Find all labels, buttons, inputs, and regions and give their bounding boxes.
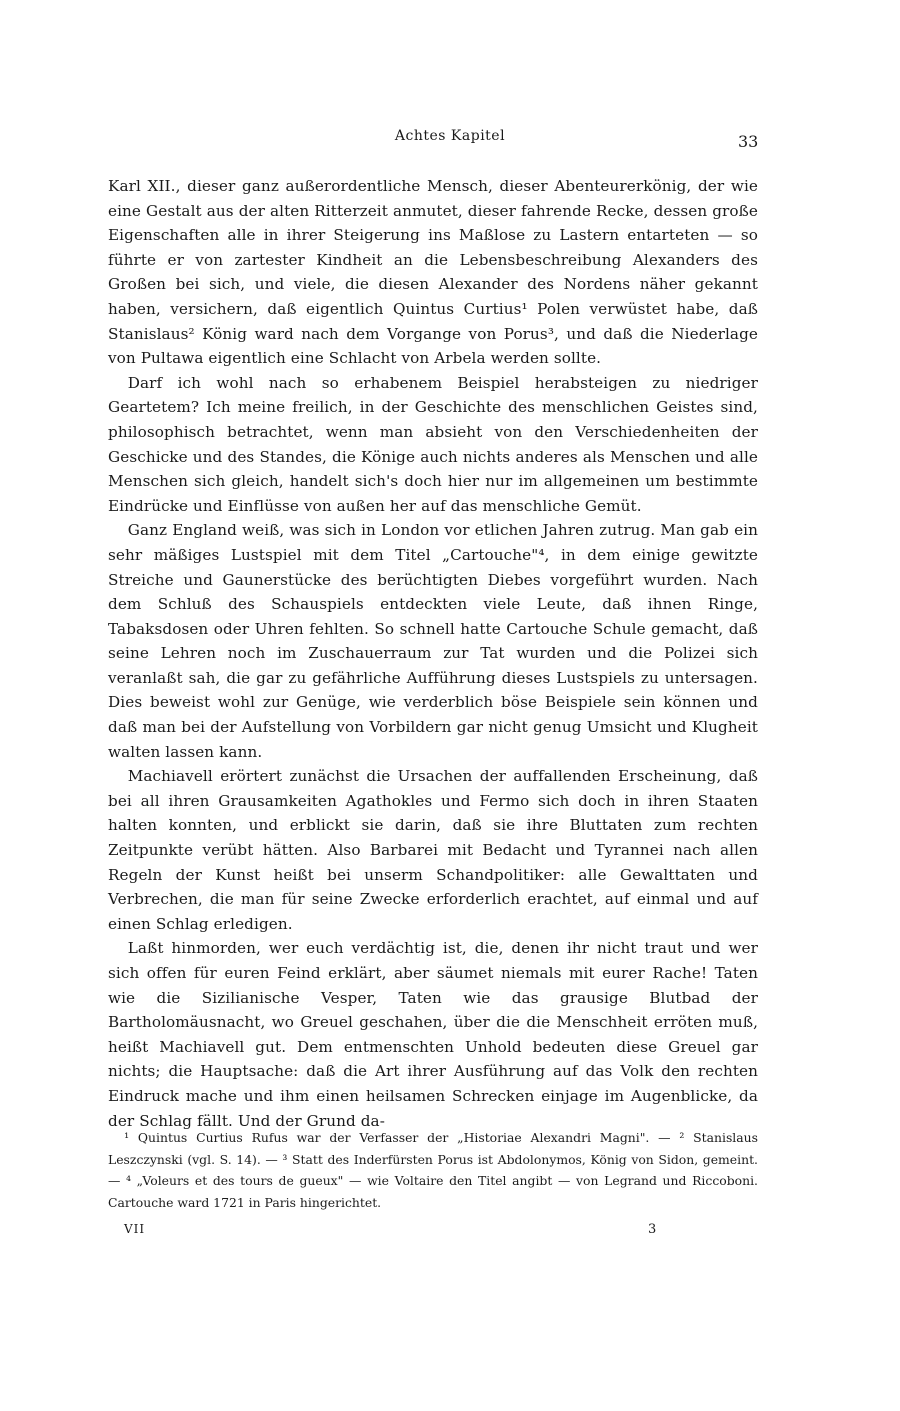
footnotes	[108, 1127, 758, 1213]
signature-mark: VII	[124, 1222, 146, 1236]
paragraph: Ganz England weiß, was sich in London vor etlichen Jahren zutrug. Man gab ein sehr mäßiges Lustspiel mit dem Titel „Cartouche"⁴, in dem einige gewitzte Streiche und Gaunerstücke des berüchtigten Diebes vorgeführt wurden. Nach dem Schluß des Schauspiels entdeckten viele Leute, daß ihnen Ringe, Tabaksdosen oder Uhren fehlten. So schnell hatte Cartouche Schule gemacht, daß seine Lehren noch im Zuschauerraum zur Tat wurden und die Polizei sich veranlaßt sah, die gar zu gefährliche Aufführung dieses Lustspiels zu untersagen. Dies beweist wohl zur Genüge, wie verderblich böse Beispiele sein können und daß man bei der Aufstellung von Vorbildern gar nicht genug Umsicht und Klugheit walten lassen kann.	[108, 521, 758, 761]
footnote-text: ¹ Quintus Curtius Rufus war der Verfasser der „Historiae Alexandri Magni". — ² Stanislaus Leszczynski (vgl. S. 14). — ³ Statt des Inderfürsten Porus ist Abdolonymos, König von Sidon, gemeint. — ⁴ „Voleurs et des tours de gueux" — wie Voltaire den Titel angibt — von Legrand und Riccoboni. Cartouche ward 1721 in Paris hingerichtet.	[108, 1130, 758, 1210]
body-text	[108, 174, 758, 1133]
paragraph: Machiavell erörtert zunächst die Ursachen der auffallenden Erscheinung, daß bei all ihren Grausamkeiten Agathokles und Fermo sich doch in ihren Staaten halten konnten, und erblickt sie darin, daß sie ihre Bluttaten zum rechten Zeitpunkte verübt hätten. Also Barbarei mit Bedacht und Tyrannei nach allen Regeln der Kunst heißt bei unserm Schandpolitiker: alle Gewalttaten und Verbrechen, die man für seine Zwecke erforderlich erachtet, auf einmal und auf einen Schlag erledigen.	[108, 767, 758, 933]
sheet-number: 3	[648, 1222, 657, 1237]
paragraph: Darf ich wohl nach so erhabenem Beispiel herabsteigen zu niedriger Geartetem? Ich meine freilich, in der Geschichte des menschlichen Geistes sind, philosophisch betrachtet, wenn man absieht von den Verschiedenheiten der Geschicke und des Standes, die Könige auch nichts anderes als Menschen und alle Menschen sich gleich, handelt sich's doch hier nur im allgemeinen um bestimmte Eindrücke und Einflüsse von außen her auf das menschliche Gemüt.	[108, 373, 758, 515]
page-number: 33	[738, 132, 759, 151]
paragraph: Karl XII., dieser ganz außerordentliche Mensch, dieser Abenteurerkönig, der wie eine Gestalt aus der alten Ritterzeit anmutet, dieser fahrende Recke, dessen große Eigenschaften alle in ihrer Steigerung ins Maßlose zu Lastern entarteten — so führte er von zartester Kindheit an die Lebensbeschreibung Alexanders des Großen bei sich, und viele, die diesen Alexander des Nordens näher gekannt haben, versichern, daß eigentlich Quintus Curtius¹ Polen verwüstet habe, daß Stanislaus² König ward nach dem Vorgange von Porus³, und daß die Niederlage von Pultawa eigentlich eine Schlacht von Arbela werden sollte.	[108, 177, 758, 368]
paragraph: Laßt hinmorden, wer euch verdächtig ist, die, denen ihr nicht traut und wer sich offen für euren Feind erklärt, aber säumet niemals mit eurer Rache! Taten wie die Sizilianische Vesper, Taten wie das grausige Blutbad der Bartholomäusnacht, wo Greuel geschahen, über die die Menschheit erröten muß, heißt Machiavell gut. Dem entmenschten Unhold bedeuten diese Greuel gar nichts; die Hauptsache: daß die Art ihrer Ausführung auf das Volk den rechten Eindruck mache und ihm einen heilsamen Schrecken einjage im Augenblicke, da der Schlag fällt. Und der Grund da-	[108, 939, 758, 1130]
running-title: Achtes Kapitel	[394, 128, 506, 144]
